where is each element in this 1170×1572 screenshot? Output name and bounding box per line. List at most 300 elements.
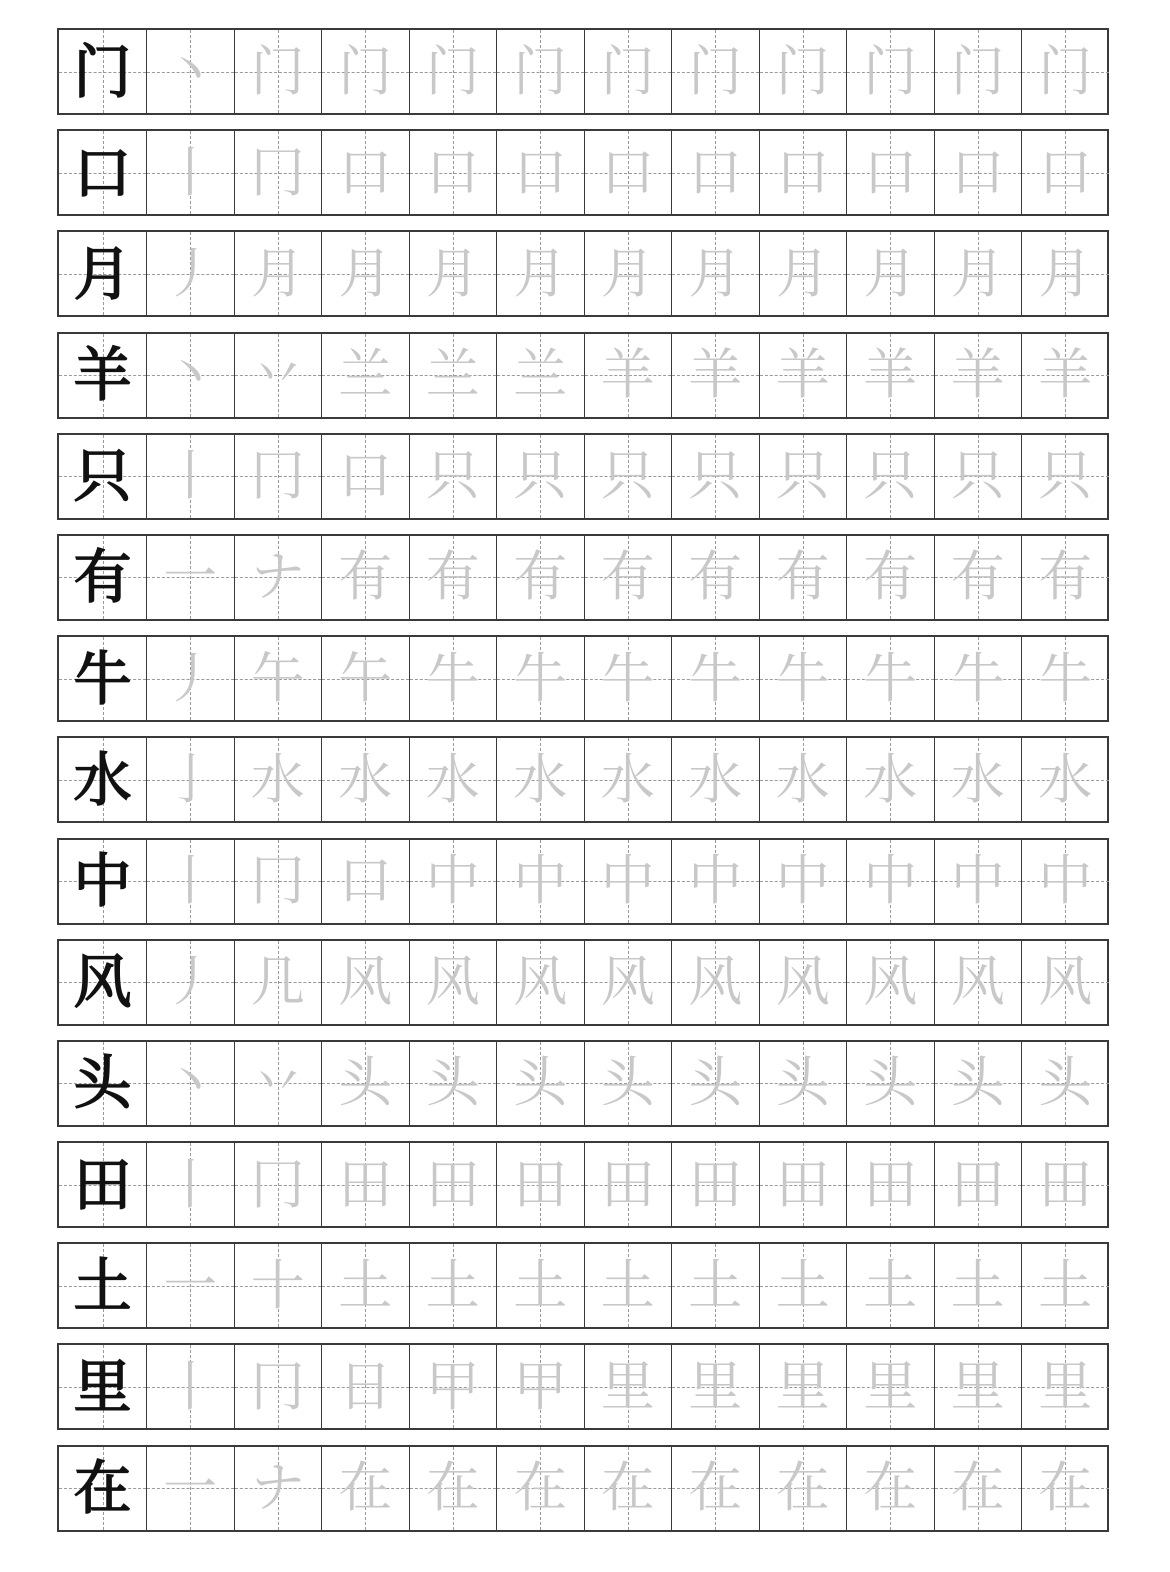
trace-character: 田 (425, 1152, 480, 1216)
trace-cell[interactable] (759, 536, 847, 619)
trace-character: 口 (338, 140, 393, 204)
trace-cell[interactable] (584, 840, 672, 923)
trace-cell[interactable] (1021, 1244, 1109, 1327)
practice-row (57, 230, 1109, 317)
trace-character: 口 (775, 140, 830, 204)
trace-character: 中 (688, 849, 743, 912)
trace-character: 只 (1038, 444, 1093, 508)
trace-cell[interactable] (846, 131, 934, 214)
trace-character: 有 (338, 545, 393, 609)
trace-character: 在 (775, 1456, 830, 1520)
model-character-cell (59, 30, 146, 113)
trace-character: 一 (163, 1253, 218, 1317)
trace-cell[interactable] (234, 1042, 322, 1125)
practice-row (57, 129, 1109, 216)
trace-cell[interactable] (234, 232, 322, 315)
trace-character: 头 (600, 1051, 655, 1115)
trace-cell[interactable] (496, 1042, 584, 1125)
trace-cell[interactable] (146, 1345, 234, 1428)
trace-cell[interactable] (234, 1244, 322, 1327)
trace-cell[interactable] (584, 435, 672, 518)
trace-character: 丶 (163, 1051, 218, 1115)
trace-character: 羊 (688, 343, 743, 407)
trace-cell[interactable] (1021, 840, 1109, 923)
trace-character: 水 (250, 747, 305, 811)
trace-cell[interactable] (496, 435, 584, 518)
trace-character: 门 (338, 39, 393, 103)
trace-cell[interactable] (146, 1143, 234, 1226)
trace-character: 水 (600, 747, 655, 811)
trace-character: 羊 (950, 343, 1005, 407)
model-character-cell (59, 435, 146, 518)
trace-cell[interactable] (934, 941, 1022, 1024)
trace-cell[interactable] (496, 1447, 584, 1530)
trace-cell[interactable] (846, 941, 934, 1024)
trace-cell[interactable] (146, 840, 234, 923)
trace-cell[interactable] (1021, 232, 1109, 315)
model-character-cell (59, 637, 146, 720)
trace-cell[interactable] (584, 1042, 672, 1125)
trace-cell[interactable] (671, 232, 759, 315)
trace-cell[interactable] (321, 1447, 409, 1530)
trace-character: 水 (338, 747, 393, 811)
trace-cell[interactable] (1021, 1143, 1109, 1226)
trace-cell[interactable] (846, 637, 934, 720)
trace-character: 丿 (163, 646, 218, 710)
model-character-cell (59, 334, 146, 417)
trace-character: 里 (950, 1354, 1005, 1418)
trace-cell[interactable] (321, 738, 409, 821)
trace-character: 羊 (600, 343, 655, 407)
trace-character: 牛 (425, 646, 480, 710)
trace-cell[interactable] (146, 1447, 234, 1530)
trace-character: 月 (775, 241, 830, 305)
trace-cell[interactable] (321, 435, 409, 518)
trace-cell[interactable] (584, 1143, 672, 1226)
model-character-cell (59, 941, 146, 1024)
trace-cell[interactable] (409, 536, 497, 619)
trace-cell[interactable] (846, 1345, 934, 1428)
trace-character: 冂 (250, 140, 305, 204)
trace-cell[interactable] (409, 1345, 497, 1428)
trace-character: ナ (250, 545, 305, 609)
trace-character: 羊 (775, 343, 830, 407)
trace-cell[interactable] (934, 637, 1022, 720)
trace-cell[interactable] (671, 131, 759, 214)
trace-character: 水 (513, 747, 568, 811)
model-character: 风 (73, 948, 132, 1017)
trace-cell[interactable] (321, 232, 409, 315)
trace-cell[interactable] (321, 1345, 409, 1428)
trace-cell[interactable] (846, 30, 934, 113)
trace-cell[interactable] (321, 840, 409, 923)
trace-cell[interactable] (1021, 941, 1109, 1024)
trace-cell[interactable] (409, 1447, 497, 1530)
trace-cell[interactable] (934, 131, 1022, 214)
trace-cell[interactable] (846, 1042, 934, 1125)
trace-character: 中 (513, 849, 568, 912)
trace-cell[interactable] (146, 435, 234, 518)
trace-cell[interactable] (409, 131, 497, 214)
trace-character: 十 (250, 1253, 305, 1317)
trace-cell[interactable] (934, 334, 1022, 417)
trace-cell[interactable] (759, 1447, 847, 1530)
trace-cell[interactable] (759, 1345, 847, 1428)
practice-row (57, 736, 1109, 823)
trace-character: 只 (600, 444, 655, 508)
trace-cell[interactable] (759, 1042, 847, 1125)
trace-cell[interactable] (934, 840, 1022, 923)
trace-character: 丿 (163, 241, 218, 305)
trace-character: 只 (425, 444, 480, 508)
trace-cell[interactable] (846, 738, 934, 821)
trace-character: 土 (600, 1253, 655, 1317)
trace-cell[interactable] (496, 1143, 584, 1226)
trace-character: 兰 (425, 343, 480, 407)
trace-cell[interactable] (846, 334, 934, 417)
model-character-cell (59, 1345, 146, 1428)
trace-cell[interactable] (846, 435, 934, 518)
trace-character: 田 (1038, 1152, 1093, 1216)
trace-character: 牛 (513, 646, 568, 710)
trace-cell[interactable] (934, 1143, 1022, 1226)
trace-cell[interactable] (846, 1244, 934, 1327)
trace-cell[interactable] (759, 1244, 847, 1327)
trace-character: 只 (950, 444, 1005, 508)
model-character: 头 (73, 1049, 132, 1118)
trace-cell[interactable] (846, 232, 934, 315)
trace-character: 土 (688, 1253, 743, 1317)
trace-cell[interactable] (671, 637, 759, 720)
trace-cell[interactable] (759, 435, 847, 518)
practice-row (57, 28, 1109, 115)
trace-cell[interactable] (671, 30, 759, 113)
trace-cell[interactable] (409, 435, 497, 518)
trace-character: 门 (688, 39, 743, 103)
trace-cell[interactable] (496, 840, 584, 923)
trace-cell[interactable] (321, 131, 409, 214)
trace-cell[interactable] (234, 435, 322, 518)
trace-character: 月 (338, 241, 393, 305)
trace-character: 口 (338, 849, 393, 912)
trace-cell[interactable] (234, 738, 322, 821)
trace-character: 月 (950, 241, 1005, 305)
trace-character: 月 (250, 241, 305, 305)
trace-cell[interactable] (409, 1244, 497, 1327)
trace-cell[interactable] (671, 1345, 759, 1428)
trace-character: 牛 (688, 646, 743, 710)
trace-cell[interactable] (234, 536, 322, 619)
trace-cell[interactable] (1021, 1447, 1109, 1530)
trace-cell[interactable] (234, 637, 322, 720)
trace-cell[interactable] (1021, 131, 1109, 214)
trace-cell[interactable] (409, 738, 497, 821)
trace-cell[interactable] (1021, 1345, 1109, 1428)
model-character-cell (59, 131, 146, 214)
trace-cell[interactable] (671, 1042, 759, 1125)
trace-cell[interactable] (496, 536, 584, 619)
trace-character: 土 (425, 1253, 480, 1317)
trace-character: 牛 (863, 646, 918, 710)
trace-cell[interactable] (321, 1042, 409, 1125)
trace-cell[interactable] (321, 941, 409, 1024)
model-character-cell (59, 1447, 146, 1530)
trace-cell[interactable] (1021, 738, 1109, 821)
trace-character: 甲 (513, 1354, 568, 1418)
trace-character: 头 (863, 1051, 918, 1115)
trace-cell[interactable] (934, 1447, 1022, 1530)
trace-character: 有 (513, 545, 568, 609)
trace-character: 里 (775, 1354, 830, 1418)
trace-cell[interactable] (584, 1244, 672, 1327)
trace-cell[interactable] (321, 1143, 409, 1226)
trace-character: 午 (338, 646, 393, 710)
trace-character: 月 (425, 241, 480, 305)
trace-character: 丿 (163, 950, 218, 1014)
trace-character: 土 (863, 1253, 918, 1317)
trace-cell[interactable] (671, 334, 759, 417)
trace-cell[interactable] (146, 334, 234, 417)
trace-cell[interactable] (759, 30, 847, 113)
practice-row (57, 838, 1109, 925)
model-character: 有 (73, 543, 132, 612)
trace-cell[interactable] (671, 1447, 759, 1530)
trace-character: 田 (863, 1152, 918, 1216)
model-character: 羊 (73, 341, 132, 410)
trace-cell[interactable] (934, 1345, 1022, 1428)
trace-cell[interactable] (234, 30, 322, 113)
trace-cell[interactable] (934, 30, 1022, 113)
trace-character: 月 (600, 241, 655, 305)
trace-cell[interactable] (584, 941, 672, 1024)
trace-cell[interactable] (584, 738, 672, 821)
trace-character: 丶 (163, 343, 218, 407)
model-character: 门 (73, 37, 132, 106)
trace-cell[interactable] (146, 738, 234, 821)
trace-cell[interactable] (496, 1244, 584, 1327)
trace-cell[interactable] (759, 1143, 847, 1226)
trace-cell[interactable] (584, 30, 672, 113)
trace-cell[interactable] (934, 435, 1022, 518)
trace-cell[interactable] (671, 941, 759, 1024)
trace-cell[interactable] (671, 536, 759, 619)
trace-cell[interactable] (496, 30, 584, 113)
trace-cell[interactable] (759, 334, 847, 417)
trace-cell[interactable] (496, 131, 584, 214)
trace-character: 一 (163, 1456, 218, 1520)
trace-cell[interactable] (1021, 637, 1109, 720)
trace-cell[interactable] (234, 941, 322, 1024)
trace-character: 只 (775, 444, 830, 508)
trace-cell[interactable] (409, 232, 497, 315)
trace-cell[interactable] (1021, 1042, 1109, 1125)
trace-cell[interactable] (846, 1143, 934, 1226)
trace-character: 丨 (163, 444, 218, 508)
trace-character: 丨 (163, 1354, 218, 1418)
trace-character: 月 (863, 241, 918, 305)
trace-cell[interactable] (584, 1345, 672, 1428)
trace-cell[interactable] (846, 536, 934, 619)
trace-character: 田 (600, 1152, 655, 1216)
trace-cell[interactable] (234, 131, 322, 214)
trace-cell[interactable] (146, 232, 234, 315)
trace-character: 头 (425, 1051, 480, 1115)
trace-cell[interactable] (584, 334, 672, 417)
trace-cell[interactable] (671, 1143, 759, 1226)
trace-character: 口 (600, 140, 655, 204)
practice-row (57, 534, 1109, 621)
trace-character: 丨 (163, 1152, 218, 1216)
trace-character: 丨 (163, 140, 218, 204)
trace-character: 有 (1038, 545, 1093, 609)
trace-cell[interactable] (146, 941, 234, 1024)
trace-character: 水 (425, 747, 480, 811)
trace-cell[interactable] (759, 738, 847, 821)
trace-character: 门 (513, 39, 568, 103)
trace-character: 风 (338, 950, 393, 1014)
trace-character: 水 (1038, 747, 1093, 811)
trace-character: 午 (250, 646, 305, 710)
trace-character: 在 (1038, 1456, 1093, 1520)
trace-cell[interactable] (234, 1447, 322, 1530)
trace-cell[interactable] (321, 30, 409, 113)
model-character: 水 (73, 745, 132, 814)
model-character-cell (59, 232, 146, 315)
trace-cell[interactable] (1021, 536, 1109, 619)
model-character: 土 (73, 1251, 132, 1320)
trace-cell[interactable] (846, 840, 934, 923)
trace-character: 中 (950, 849, 1005, 912)
trace-cell[interactable] (934, 1244, 1022, 1327)
trace-cell[interactable] (496, 738, 584, 821)
trace-character: 水 (950, 747, 1005, 811)
trace-cell[interactable] (409, 840, 497, 923)
practice-row (57, 1445, 1109, 1532)
trace-character: 土 (950, 1253, 1005, 1317)
trace-cell[interactable] (234, 1345, 322, 1428)
trace-character: 在 (688, 1456, 743, 1520)
practice-row (57, 939, 1109, 1026)
trace-cell[interactable] (671, 840, 759, 923)
trace-cell[interactable] (409, 1143, 497, 1226)
trace-character: 土 (775, 1253, 830, 1317)
practice-row (57, 433, 1109, 520)
trace-cell[interactable] (146, 536, 234, 619)
trace-cell[interactable] (496, 1345, 584, 1428)
trace-cell[interactable] (584, 232, 672, 315)
trace-character: ナ (250, 1456, 305, 1520)
trace-character: 在 (863, 1456, 918, 1520)
trace-character: 口 (1038, 140, 1093, 204)
trace-cell[interactable] (496, 941, 584, 1024)
trace-cell[interactable] (584, 131, 672, 214)
trace-cell[interactable] (934, 232, 1022, 315)
trace-cell[interactable] (1021, 334, 1109, 417)
trace-character: 头 (338, 1051, 393, 1115)
trace-cell[interactable] (934, 1042, 1022, 1125)
trace-cell[interactable] (146, 1244, 234, 1327)
trace-cell[interactable] (409, 941, 497, 1024)
trace-cell[interactable] (671, 738, 759, 821)
trace-character: 冂 (250, 1354, 305, 1418)
trace-cell[interactable] (496, 232, 584, 315)
trace-cell[interactable] (321, 334, 409, 417)
trace-cell[interactable] (846, 1447, 934, 1530)
trace-character: 口 (425, 140, 480, 204)
trace-cell[interactable] (146, 637, 234, 720)
trace-cell[interactable] (1021, 30, 1109, 113)
trace-character: 兰 (513, 343, 568, 407)
trace-character: 有 (688, 545, 743, 609)
trace-cell[interactable] (759, 637, 847, 720)
trace-cell[interactable] (584, 1447, 672, 1530)
trace-character: 亅 (163, 747, 218, 811)
trace-character: 水 (775, 747, 830, 811)
trace-cell[interactable] (584, 637, 672, 720)
model-character-cell (59, 840, 146, 923)
trace-cell[interactable] (146, 131, 234, 214)
model-character: 田 (73, 1150, 132, 1219)
model-character: 在 (73, 1454, 132, 1523)
trace-cell[interactable] (1021, 435, 1109, 518)
trace-cell[interactable] (496, 637, 584, 720)
trace-character: 日 (338, 1354, 393, 1418)
trace-cell[interactable] (496, 334, 584, 417)
trace-cell[interactable] (409, 334, 497, 417)
trace-cell[interactable] (934, 738, 1022, 821)
trace-cell[interactable] (584, 536, 672, 619)
trace-character: 门 (250, 39, 305, 103)
trace-character: 中 (425, 849, 480, 912)
trace-cell[interactable] (759, 131, 847, 214)
trace-cell[interactable] (146, 1042, 234, 1125)
trace-cell[interactable] (671, 1244, 759, 1327)
trace-cell[interactable] (409, 30, 497, 113)
trace-character: 口 (950, 140, 1005, 204)
trace-character: 在 (950, 1456, 1005, 1520)
trace-character: 兰 (338, 343, 393, 407)
trace-cell[interactable] (409, 637, 497, 720)
trace-character: 在 (425, 1456, 480, 1520)
practice-row (57, 1242, 1109, 1329)
practice-row (57, 332, 1109, 419)
trace-character: 月 (1038, 241, 1093, 305)
trace-cell[interactable] (759, 941, 847, 1024)
trace-character: 牛 (775, 646, 830, 710)
trace-character: 门 (425, 39, 480, 103)
trace-character: 只 (863, 444, 918, 508)
trace-cell[interactable] (934, 536, 1022, 619)
trace-cell[interactable] (321, 637, 409, 720)
trace-cell[interactable] (321, 536, 409, 619)
trace-cell[interactable] (759, 232, 847, 315)
trace-cell[interactable] (234, 334, 322, 417)
trace-character: 风 (425, 950, 480, 1014)
trace-character: 牛 (950, 646, 1005, 710)
trace-cell[interactable] (409, 1042, 497, 1125)
trace-cell[interactable] (146, 30, 234, 113)
trace-character: 风 (863, 950, 918, 1014)
trace-cell[interactable] (234, 840, 322, 923)
trace-character: 门 (775, 39, 830, 103)
trace-cell[interactable] (234, 1143, 322, 1226)
model-character: 里 (73, 1352, 132, 1421)
trace-cell[interactable] (671, 435, 759, 518)
practice-sheet (57, 28, 1109, 1546)
trace-cell[interactable] (321, 1244, 409, 1327)
trace-cell[interactable] (759, 840, 847, 923)
trace-character: 有 (425, 545, 480, 609)
